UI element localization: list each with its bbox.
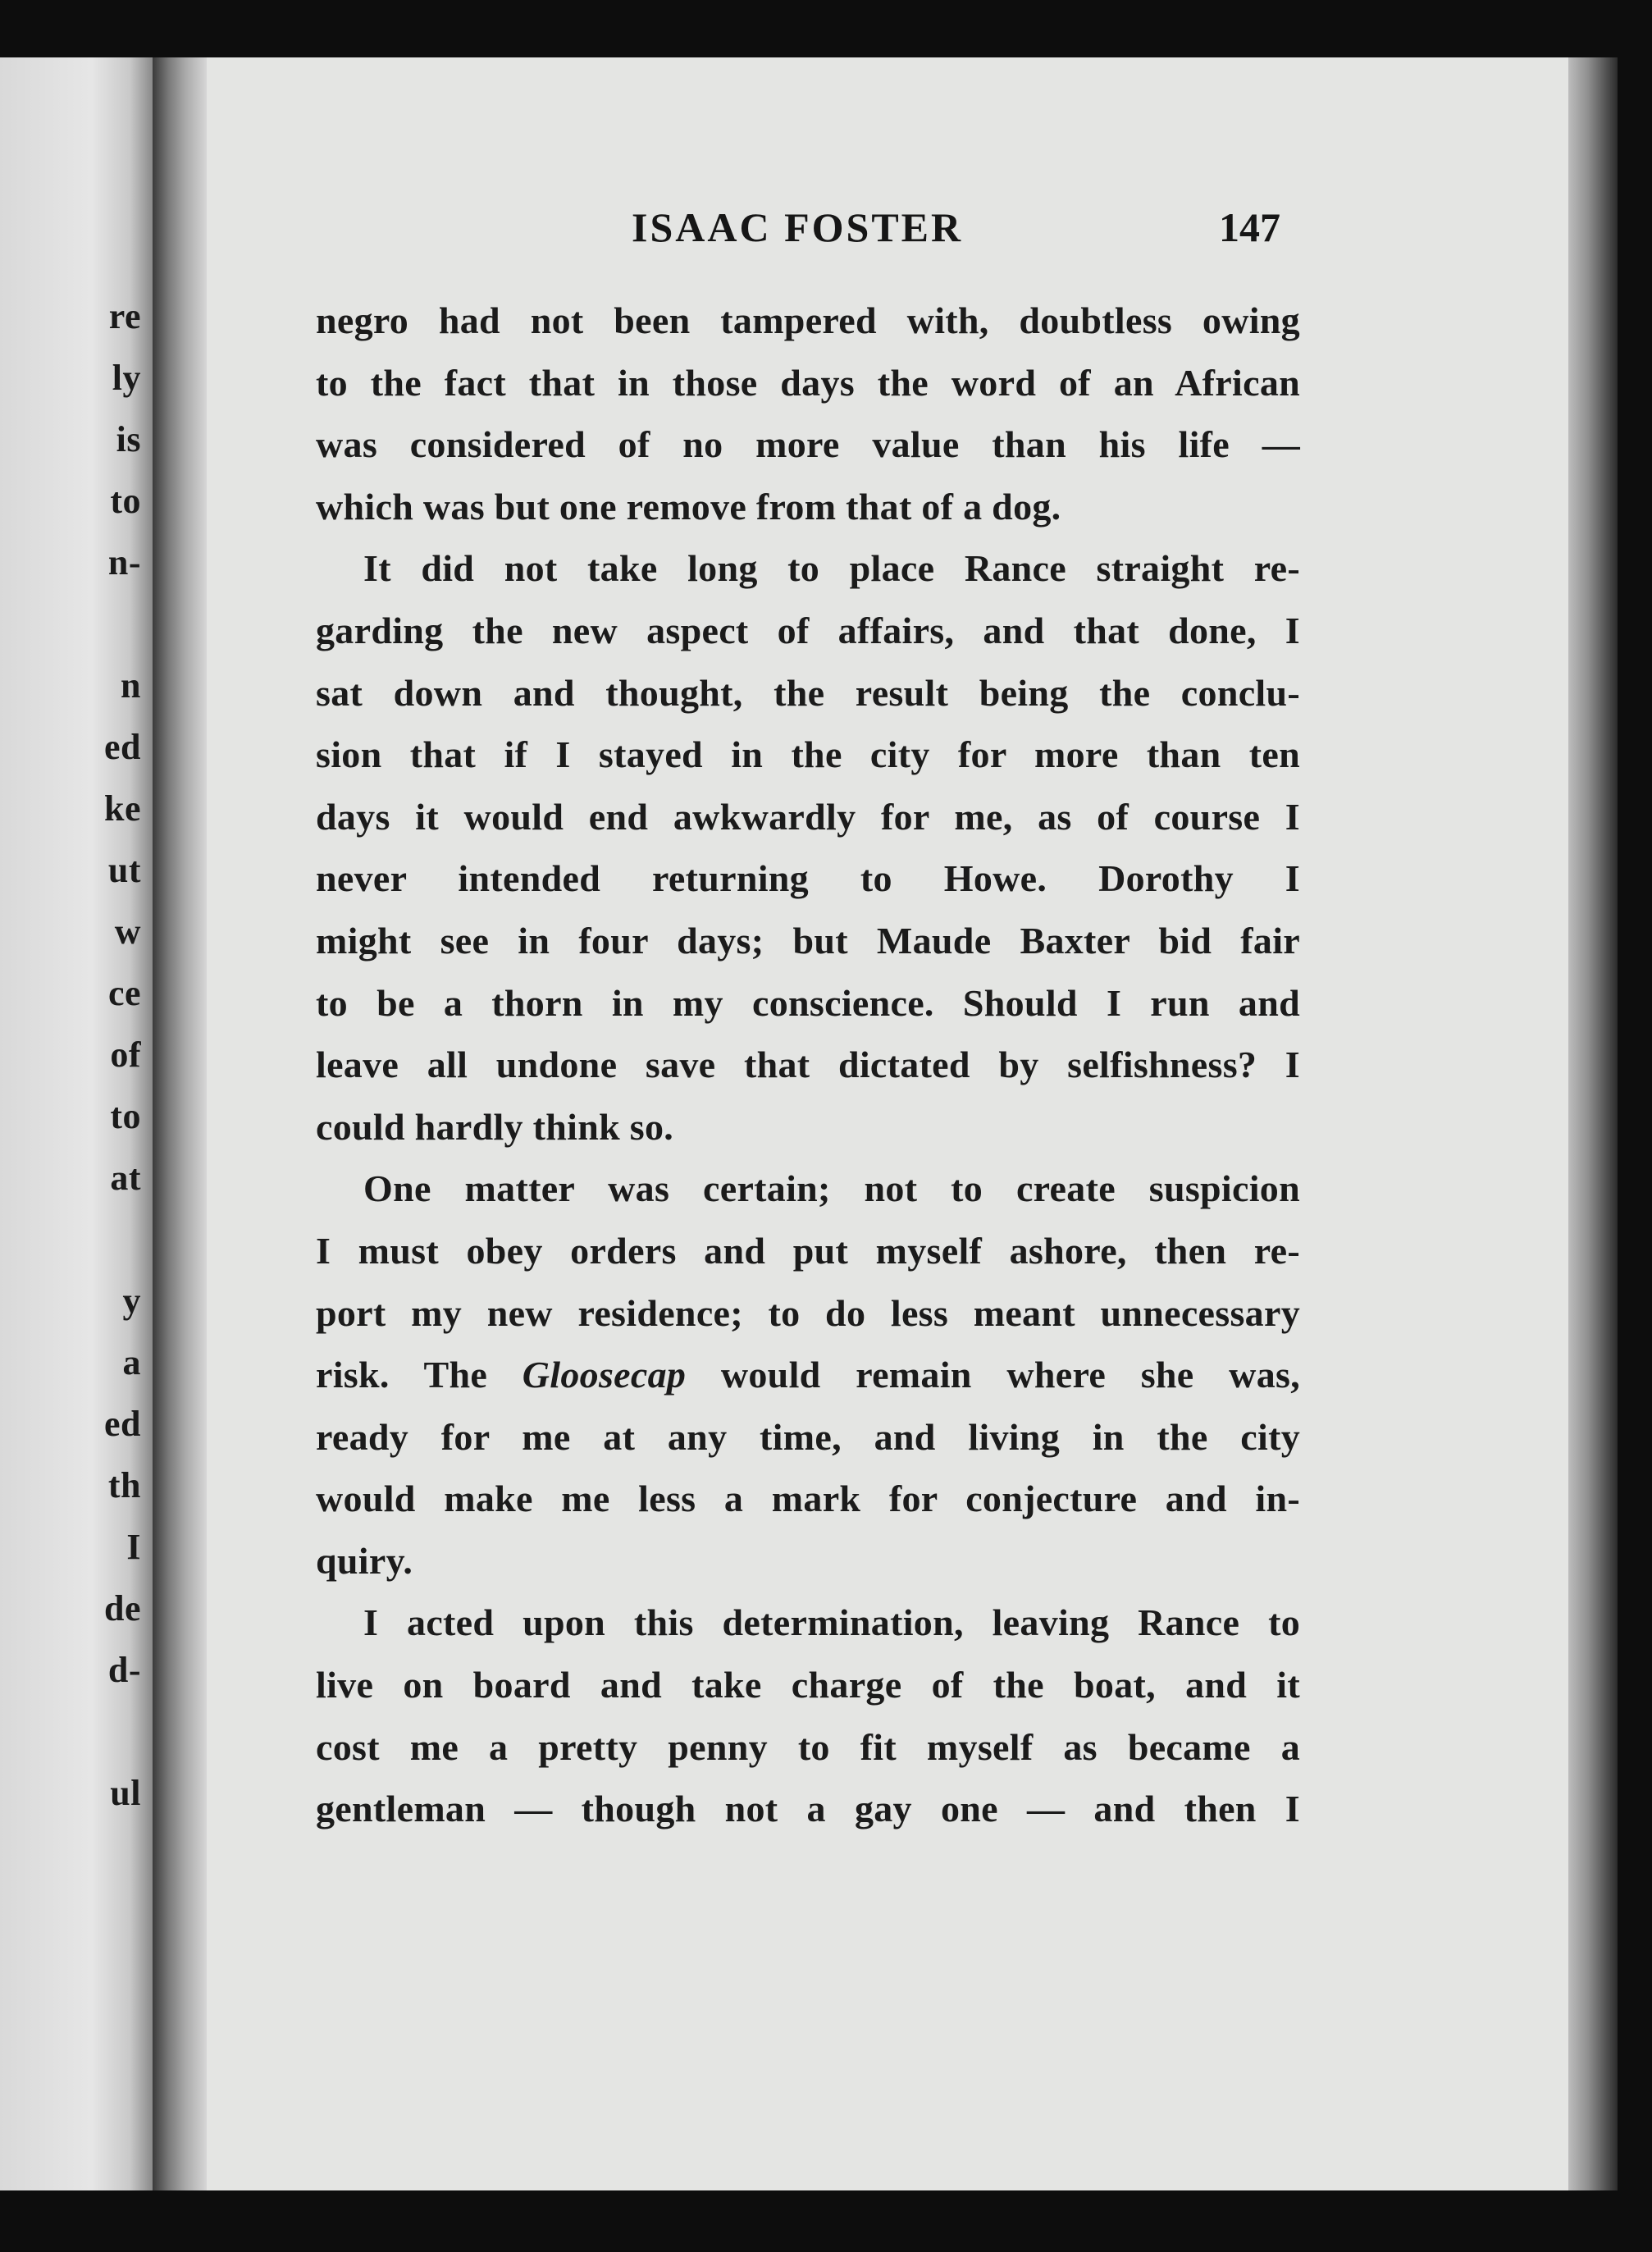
facing-page-fragment: ut <box>107 850 141 890</box>
page-number: 147 <box>1219 204 1280 250</box>
text-line: sion that if I stayed in the city for more than ten <box>316 733 1300 776</box>
text-line: negro had not been tampered with, doubtless owing <box>316 299 1300 341</box>
text-line: would make me less a mark for conjecture and in- <box>316 1478 1300 1520</box>
facing-page-fragment: d- <box>107 1650 141 1690</box>
text-line: might see in four days; but Maude Baxter bid fair <box>316 919 1300 962</box>
facing-page-fragment: to <box>110 481 141 521</box>
text-line: I must obey orders and put myself ashore, then re- <box>316 1229 1300 1272</box>
facing-page-fragment: a <box>122 1342 141 1382</box>
facing-page-fragment: ul <box>110 1773 141 1813</box>
text-line: could hardly think so. <box>316 1105 674 1148</box>
text-line: to the fact that in those days the word of an African <box>316 361 1300 404</box>
text-line: One matter was certain; not to create suspicion <box>363 1167 1300 1210</box>
ship-name: Gloosecap <box>522 1354 687 1396</box>
text-line: to be a thorn in my conscience. Should I run and <box>316 981 1300 1024</box>
text-segment: would remain where she was, <box>686 1354 1300 1396</box>
text-line: sat down and thought, the result being the conclu- <box>316 671 1300 714</box>
text-line: cost me a pretty penny to fit myself as became a <box>316 1725 1300 1768</box>
facing-page-fragment: y <box>122 1281 141 1321</box>
facing-page-fragment: to <box>110 1096 141 1136</box>
text-line: quiry. <box>316 1539 413 1582</box>
facing-page-fragment: is <box>116 419 141 459</box>
facing-page-fragment: ly <box>112 358 141 398</box>
facing-page-fragment: n <box>121 665 141 706</box>
facing-page-fragment: ce <box>107 973 141 1013</box>
text-line: never intended returning to Howe. Dorothy I <box>316 857 1300 900</box>
text-line: garding the new aspect of affairs, and that done, I <box>316 609 1300 651</box>
facing-page-fragment: I <box>126 1527 141 1567</box>
facing-page-fragment: w <box>114 911 141 952</box>
text-line: ready for me at any time, and living in the city <box>316 1415 1300 1458</box>
facing-page-fragment: at <box>110 1158 141 1198</box>
running-head: ISAAC FOSTER <box>632 204 964 250</box>
facing-page-fragment: ed <box>104 1404 141 1444</box>
facing-page-fragment: de <box>104 1588 141 1628</box>
facing-page-fragment: ed <box>104 727 141 767</box>
text-line: which was but one remove from that of a dog. <box>316 485 1061 528</box>
page-edge <box>1568 57 1618 2190</box>
text-line: I acted upon this determination, leaving Rance to <box>363 1601 1300 1644</box>
text-line: leave all undone save that dictated by selfishness? I <box>316 1044 1300 1086</box>
text-line: port my new residence; to do less meant unnecessary <box>316 1291 1300 1334</box>
facing-page <box>0 57 153 2190</box>
text-line: live on board and take charge of the boat, and it <box>316 1664 1300 1706</box>
facing-page-fragment: n- <box>107 542 141 582</box>
facing-page-fragment: th <box>107 1465 141 1505</box>
facing-page-fragment: re <box>108 296 141 336</box>
text-line: gentleman — though not a gay one — and then I <box>316 1788 1300 1830</box>
facing-page-fragment: ke <box>104 788 141 829</box>
text-line: was considered of no more value than his life — <box>316 423 1300 466</box>
page-header <box>632 203 1288 261</box>
book-gutter <box>153 57 207 2190</box>
text-line: It did not take long to place Rance straight re- <box>363 547 1300 590</box>
text-line <box>316 1344 1300 1406</box>
text-segment: risk. The <box>316 1354 523 1396</box>
text-line: days it would end awkwardly for me, as of course I <box>316 795 1300 838</box>
body-text <box>316 290 1300 1840</box>
facing-page-fragment: of <box>110 1035 141 1075</box>
